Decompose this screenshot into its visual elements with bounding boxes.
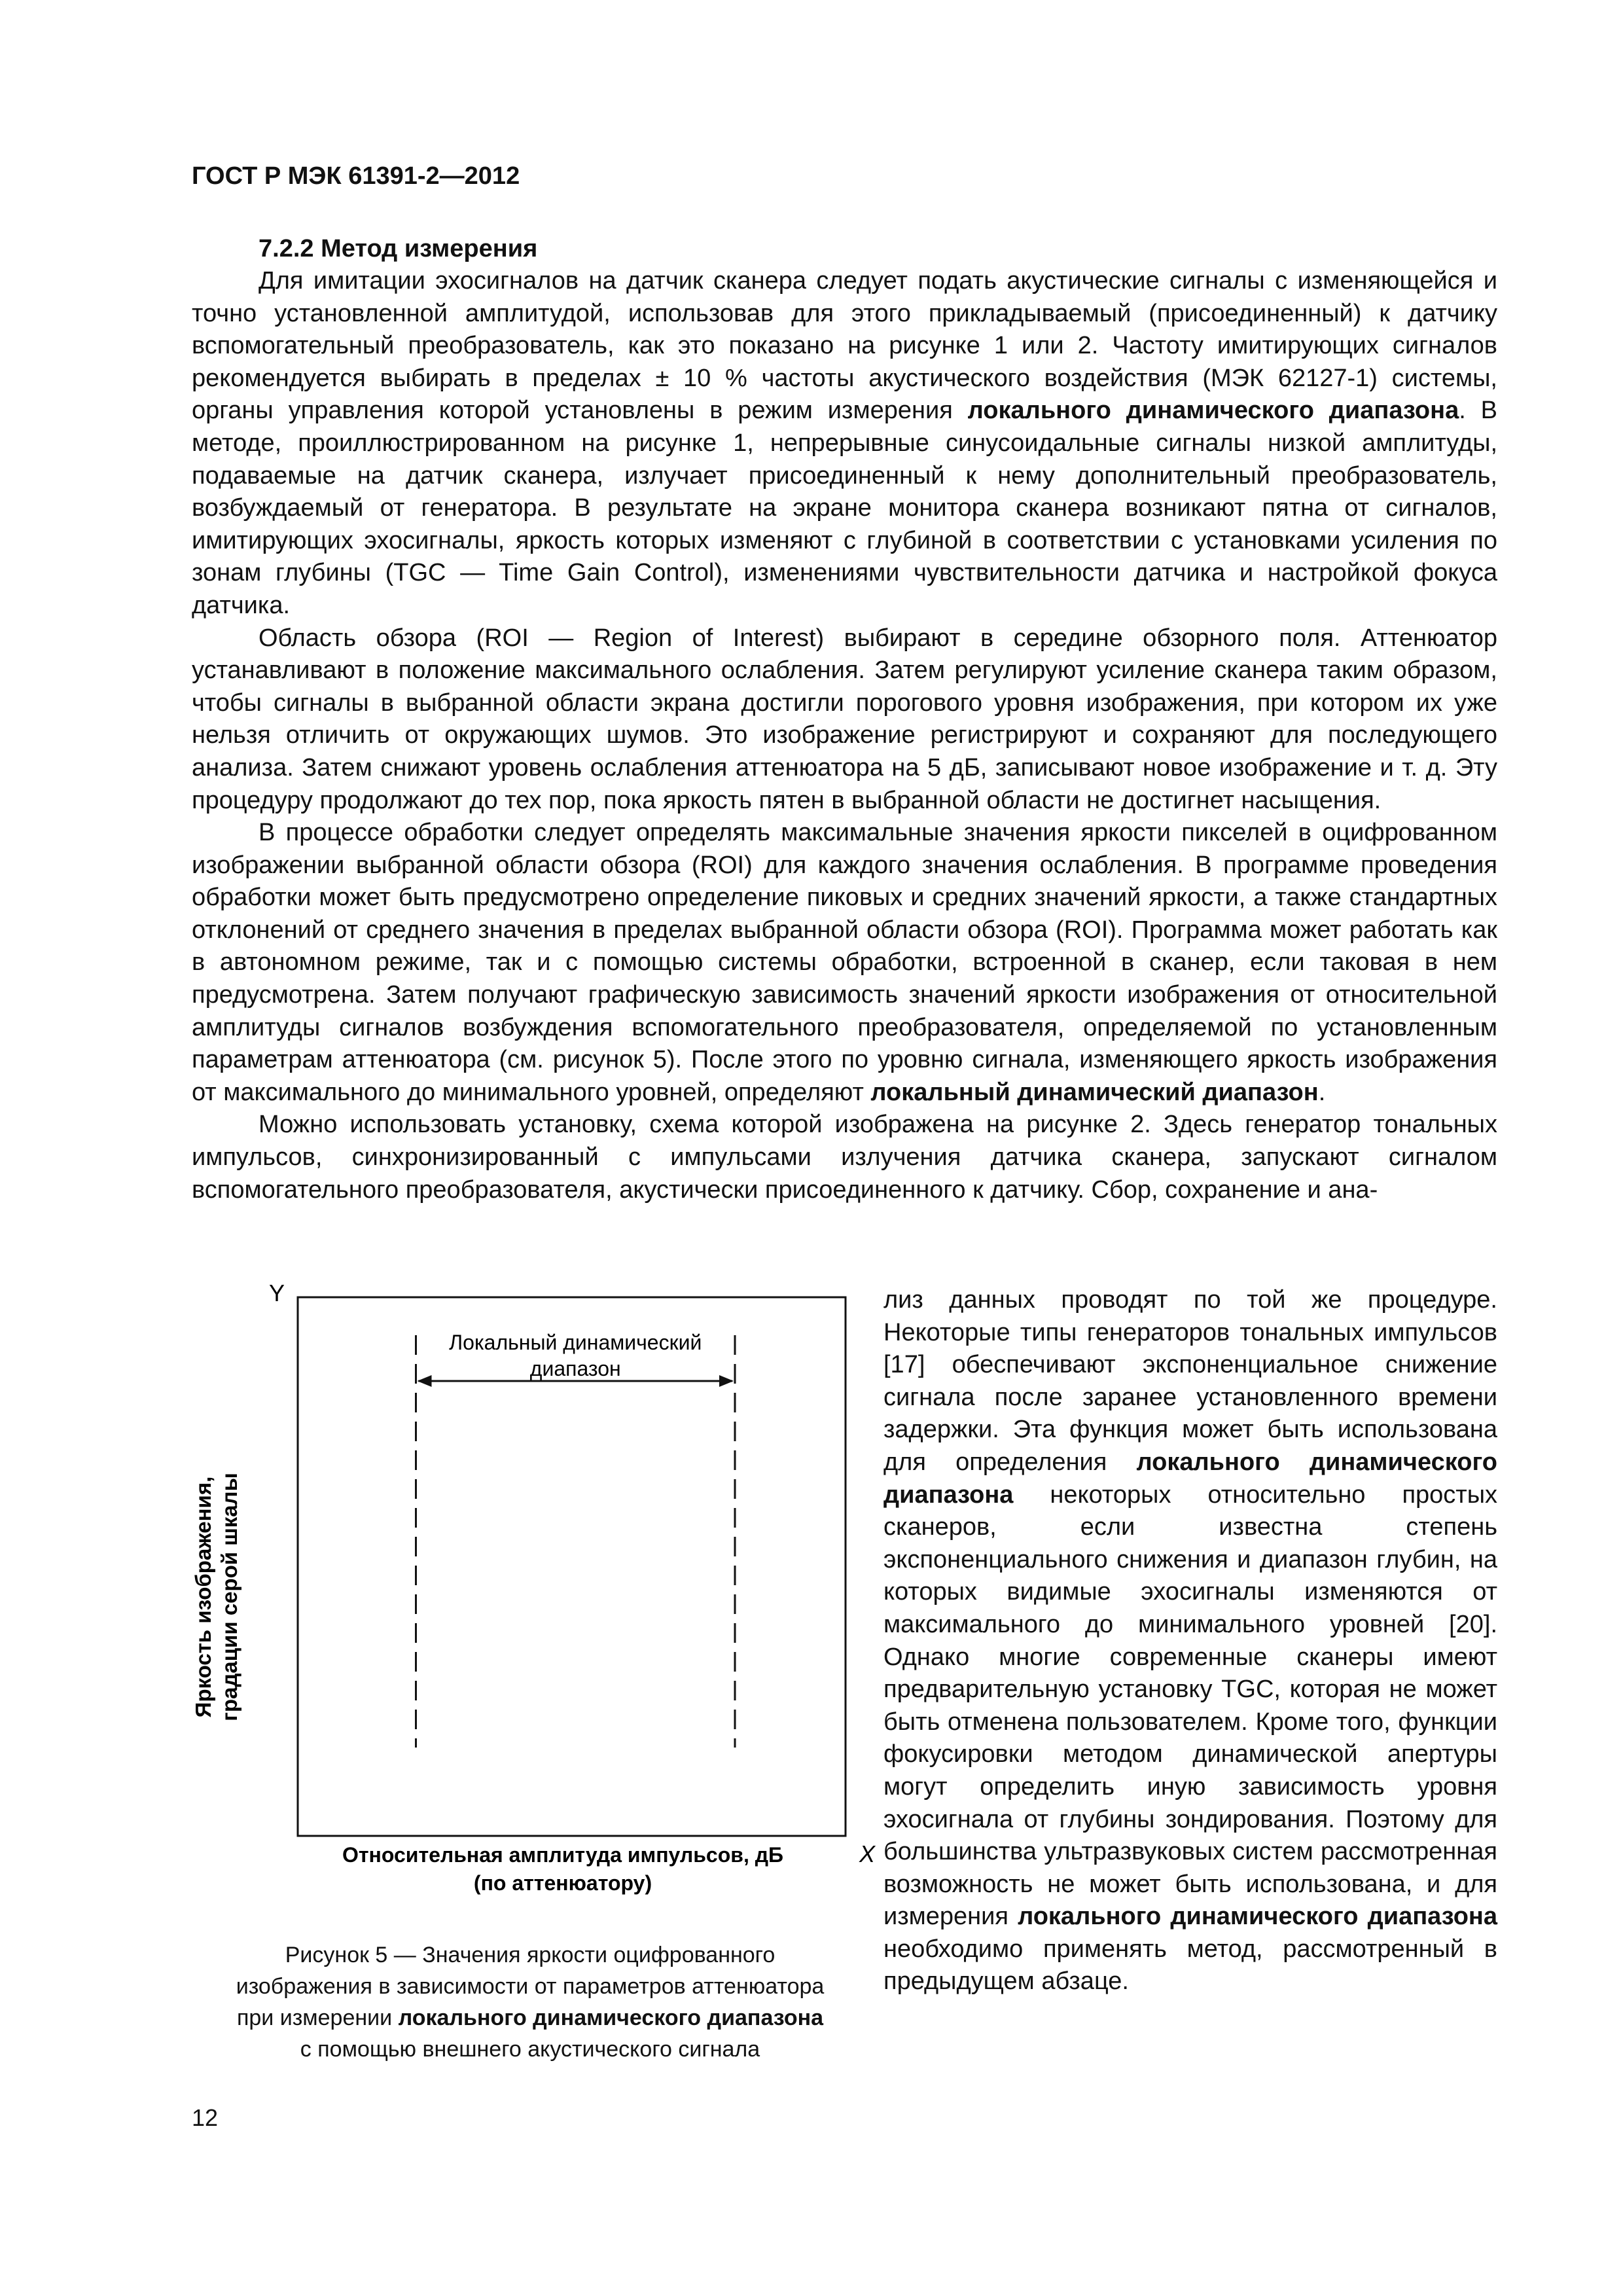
paragraph — [883, 1284, 1497, 1998]
text-run: с помощью внешнего акустического сигнала — [300, 2037, 760, 2062]
text-run: . В методе, проиллюстрированном на рисунке 1, непрерывные синусоидальные сигналы низкой амплитуды, подаваемые на датчик сканера, излучает присоединенный к нему дополнительный преобразователь, возбуждаемый от генератора. В результате на экране монитора сканера возникают пятна от сигналов, имитирующих эхосигналы, яркость которых изменяют с глубиной в соответствии с установками усиления по зонам глубины (TGC — Time Gain Control), изменениями чувствительности датчика и настройкой фокуса датчика. — [192, 397, 1497, 619]
text-run: Область обзора (ROI — Region of Interest) выбирают в середине обзорного поля. Аттенюатор устанавливают в положение максимального ослабления. Затем регулируют усиление сканера таким образом, чтобы сигналы в выбранной области экрана достигли порогового уровня изображения, при котором их уже нельзя отличить от окружающих шумов. Это изображение регистрируют и сохраняют для последующего анализа. Затем снижают уровень ослабления аттенюатора на 5 дБ, записывают новое изображение и т. д. Эту процедуру продолжают до тех пор, пока яркость пятен в выбранной области не достигнет насыщения. — [192, 624, 1497, 814]
text-run: Рисунок 5 — Значения яркости оцифрованного — [285, 1943, 776, 1967]
standard-header: ГОСТ Р МЭК 61391-2—2012 — [192, 162, 520, 190]
bold-term: локального динамического диапазона — [967, 397, 1459, 425]
y-axis-label: Яркость изображения,градации серой шкалы — [191, 1473, 241, 1721]
text-run: при измерении — [236, 2005, 399, 2030]
y-axis-symbol: Y — [268, 1283, 285, 1306]
text-run: . — [1318, 1078, 1326, 1106]
paragraph — [192, 1109, 1497, 1206]
caption-line — [177, 1939, 883, 1971]
x-axis-symbol: X — [859, 1840, 876, 1867]
main-text — [192, 265, 1497, 1206]
paragraph — [192, 817, 1497, 1109]
text-run: Для имитации эхосигналов на датчик сканера следует подать акустические сигналы с изменяющейся и точно установленной амплитудой, использовав для этого прикладываемый (присоединенный) к датчику вспомогательный преобразователь, как это показано на рисунке 1 или 2. Частоту имитирующих сигналов рекомендуется выбирать в пределах ± 10 % частоты акустического воздействия (МЭК 62127-1) системы, органы управления которой установлены в режим измерения — [192, 267, 1497, 425]
bold-term: локального динамического диапазона — [883, 1448, 1497, 1509]
paragraph — [192, 265, 1497, 622]
bold-term: локального динамического диапазона — [398, 2005, 824, 2030]
text-run: лиз данных проводят по той же процедуре. Некоторые типы генераторов тональных импульсов [17] обеспечивают экспоненциальное снижение сигнала после заранее установленного времени задержки. Эта функция может быть использована для определения — [883, 1286, 1497, 1476]
section-title: 7.2.2 Метод измерения — [259, 235, 538, 262]
paragraph — [192, 622, 1497, 817]
text-run: изображения в зависимости от параметров аттенюатора — [236, 1974, 825, 1999]
figure-caption — [177, 1939, 883, 2065]
text-run: некоторых относительно простых сканеров, если известна степень экспоненциального снижения и диапазон глубин, на которых видимые эхосигналы изменяются от максимального до минимального уровней [20]. Однако многие современные сканеры имеют предварительную установку TGC, которая не может быть отменена пользователем. Кроме того, функции фокусировки методом динамической апертуры могут определить иную зависимость уровня эхосигнала от глубины зондирования. Поэтому для большинства ультразвуковых систем рассмотренная возможность не может быть использована, и для измерения — [883, 1480, 1497, 1931]
text-run: Можно использовать установку, схема которой изображена на рисунке 2. Здесь генератор тональных импульсов, синхронизированный с импульсами излучения датчика сканера, запускают сигналом вспомогательного преобразователя, акустически присоединенного к датчику. Сбор, сохранение и ана- — [192, 1111, 1497, 1204]
figure-5-chart — [177, 1283, 883, 1898]
bold-term: локального динамического диапазона — [1018, 1903, 1497, 1931]
bold-term: локальный динамический диапазон — [870, 1078, 1319, 1106]
caption-line — [177, 2034, 883, 2065]
range-arrowhead-left — [418, 1375, 432, 1387]
text-run: В процессе обработки следует определять максимальные значения яркости пикселей в оцифрованном изображении выбранной области обзора (ROI) для каждого значения ослабления. В программе проведения обработки может быть предусмотрено определение пиковых и средних значений яркости, а также стандартных отклонений от среднего значения в пределах выбранной области обзора (ROI). Программа может работать как в автономном режиме, так и с помощью системы обработки, встроенной в сканер, если таковая в нем предусмотрена. Затем получают графическую зависимость значений яркости изображения от относительной амплитуды сигналов возбуждения вспомогательного преобразователя, определяемой по установленным параметрам аттенюатора (см. рисунок 5). После этого по уровню сигнала, изменяющего яркость изображения от максимального до минимального уровней, определяют — [192, 819, 1497, 1106]
page-number: 12 — [192, 2104, 219, 2131]
caption-line — [177, 2002, 883, 2034]
range-arrowhead-right — [719, 1375, 734, 1387]
range-label: Локальный динамический диапазон — [449, 1331, 702, 1380]
right-column-text — [883, 1284, 1497, 1998]
x-axis-label: Относительная амплитуда импульсов, дБ (по аттенюатору) — [342, 1843, 784, 1895]
text-run: необходимо применять метод, рассмотренный в предыдущем абзаце. — [883, 1935, 1497, 1996]
caption-line — [177, 1971, 883, 2002]
